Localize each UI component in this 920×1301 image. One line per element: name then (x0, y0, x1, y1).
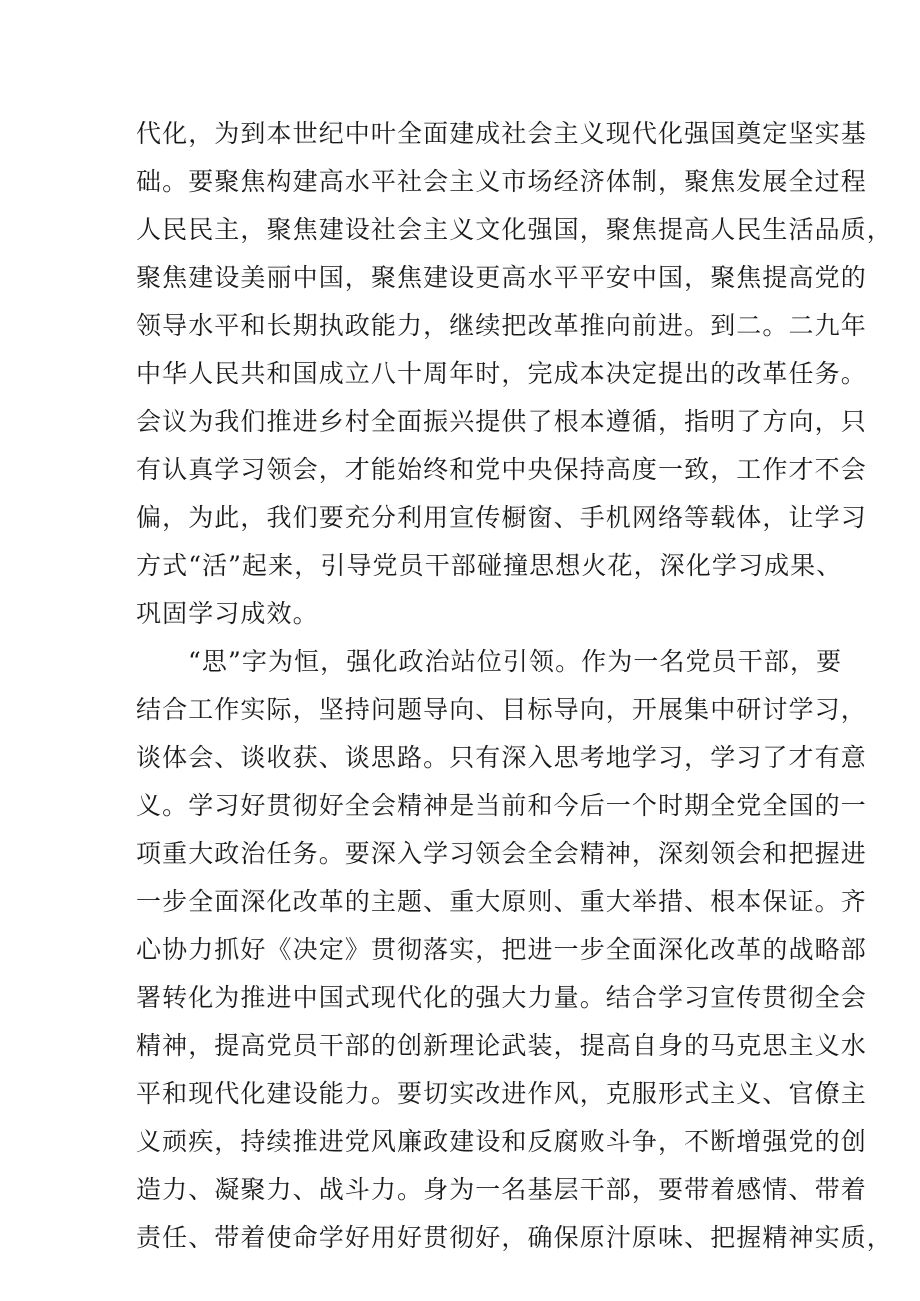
text-line: 署转化为推进中国式现代化的强大力量。结合学习宣传贯彻全会 (136, 983, 867, 1012)
paragraph-start-line: “思”字为恒，强化政治站位引领。作为一名党员干部，要 (188, 647, 843, 676)
text-line: 础。要聚焦构建高水平社会主义市场经济体制，聚焦发展全过程 (136, 167, 867, 196)
text-line: 会议为我们推进乡村全面振兴提供了根本遵循，指明了方向，只 (136, 407, 867, 436)
text-line: 谈体会、谈收获、谈思路。只有深入思考地学习，学习了才有意 (136, 743, 867, 772)
text-line: 项重大政治任务。要深入学习领会全会精神，深刻领会和把握进 (136, 839, 867, 868)
text-line: 巩固学习成效。 (136, 599, 319, 628)
text-line: 责任、带着使命学好用好贯彻好，确保原汁原味、把握精神实质， (136, 1223, 893, 1252)
text-line: 方式“活”起来，引导党员干部碰撞思想火花，深化学习成果、 (136, 551, 843, 580)
text-line: 一步全面深化改革的主题、重大原则、重大举措、根本保证。齐 (136, 887, 867, 916)
text-line: 领导水平和长期执政能力，继续把改革推向前进。到二。二九年 (136, 311, 867, 340)
text-line: 有认真学习领会，才能始终和党中央保持高度一致，工作才不会 (136, 455, 867, 484)
text-line: 心协力抓好《决定》贯彻落实，把进一步全面深化改革的战略部 (136, 935, 867, 964)
text-line: 中华人民共和国成立八十周年时，完成本决定提出的改革任务。 (136, 359, 867, 388)
text-line: 平和现代化建设能力。要切实改进作风，克服形式主义、官僚主 (136, 1079, 867, 1108)
text-line: 偏，为此，我们要充分利用宣传橱窗、手机网络等载体，让学习 (136, 503, 867, 532)
text-line: 人民民主，聚焦建设社会主义文化强国，聚焦提高人民生活品质， (136, 215, 893, 244)
text-line: 聚焦建设美丽中国，聚焦建设更高水平平安中国，聚焦提高党的 (136, 263, 867, 292)
text-line: 结合工作实际，坚持问题导向、目标导向，开展集中研讨学习， (136, 695, 867, 724)
text-line: 代化，为到本世纪中叶全面建成社会主义现代化强国奠定坚实基 (136, 119, 867, 148)
document-body (136, 110, 893, 1262)
text-line: 义顽疾，持续推进党风廉政建设和反腐败斗争，不断增强党的创 (136, 1127, 867, 1156)
text-line: 义。学习好贯彻好全会精神是当前和今后一个时期全党全国的一 (136, 791, 867, 820)
text-line: 造力、凝聚力、战斗力。身为一名基层干部，要带着感情、带着 (136, 1175, 867, 1204)
text-line: 精神，提高党员干部的创新理论武装，提高自身的马克思主义水 (136, 1031, 867, 1060)
